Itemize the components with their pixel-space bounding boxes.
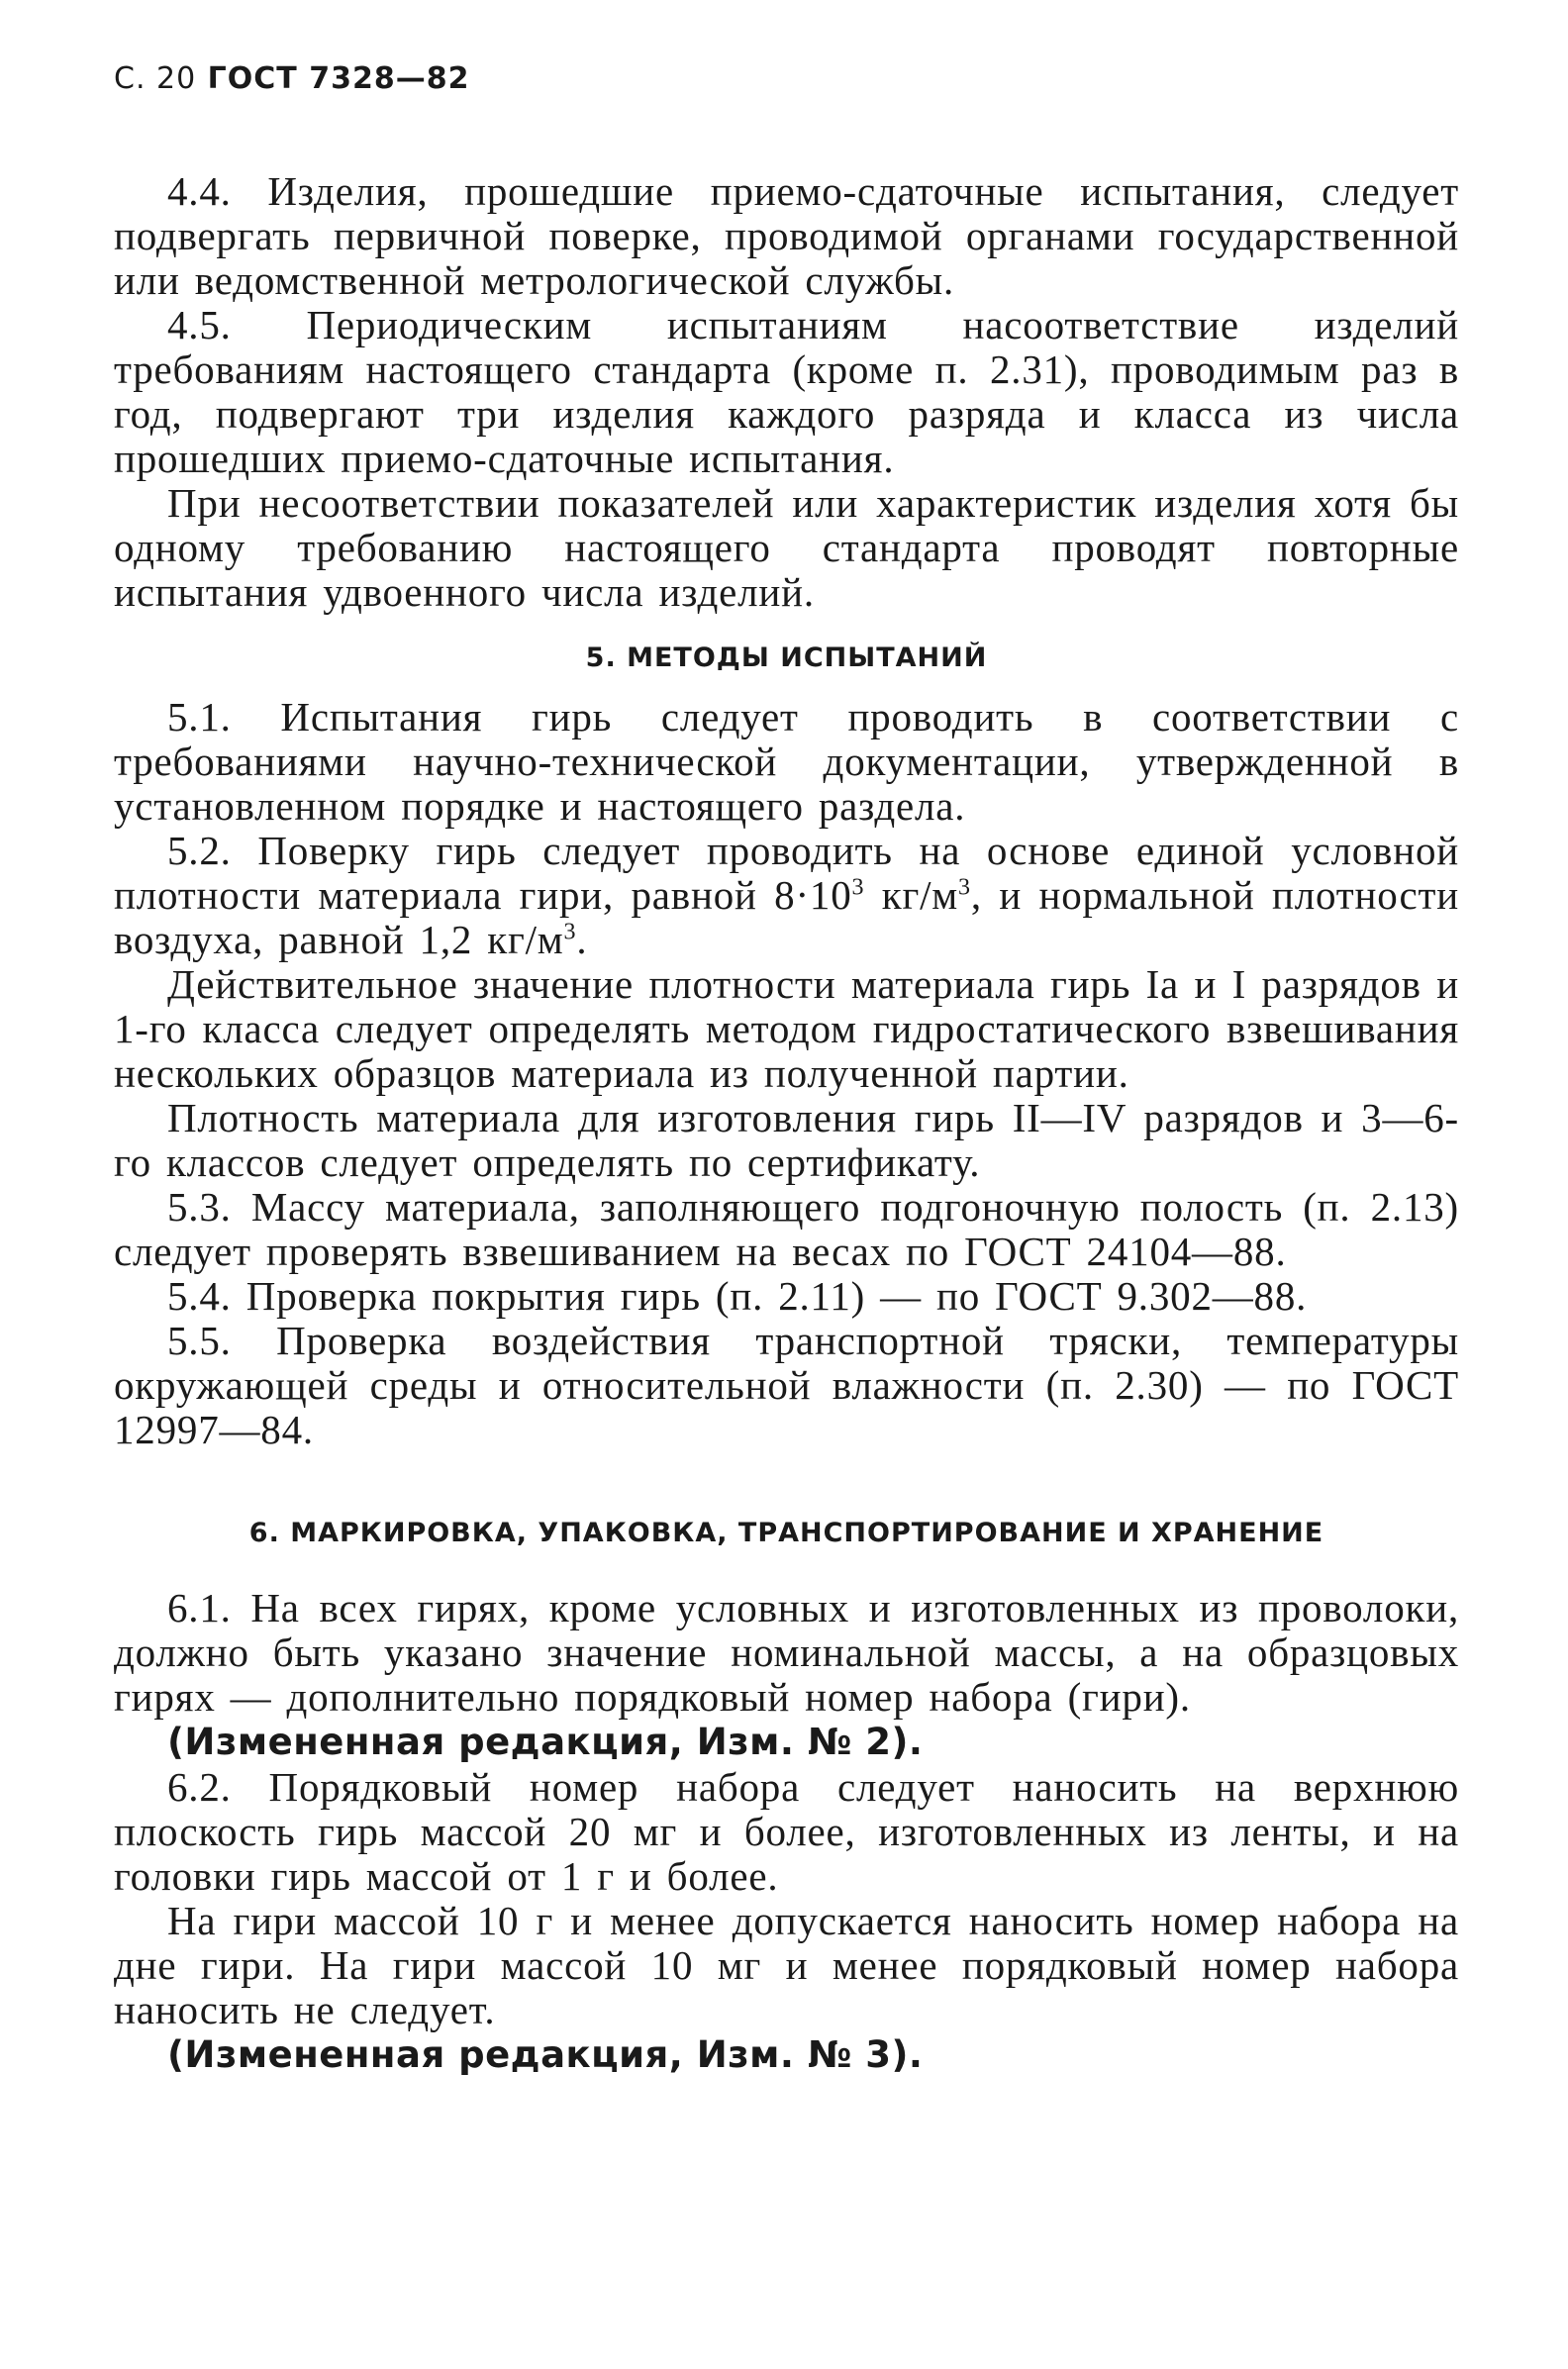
- paragraph-5-5: 5.5. Проверка воздействия транспортной тряски, температуры окружающей среды и относительной влажности (п. 2.30) — по ГОСТ 12997—84.: [114, 1318, 1459, 1452]
- page-number: С. 20: [114, 61, 197, 96]
- superscript-3: 3: [563, 919, 577, 945]
- paragraph-4-5-continued: При несоответствии показателей или характеристик изделия хотя бы одному требованию настоящего стандарта проводят повторные испытания удвоенного числа изделий.: [114, 480, 1459, 615]
- amendment-note-3: (Измененная редакция, Изм. № 3).: [167, 2033, 924, 2076]
- paragraph-5-3: 5.3. Массу материала, заполняющего подгоночную полость (п. 2.13) следует проверять взвешиванием на весах по ГОСТ 24104—88.: [114, 1184, 1459, 1274]
- superscript-2: 3: [958, 874, 971, 901]
- paragraph-5-2-part-b: кг/м: [864, 872, 959, 918]
- paragraph-5-4: 5.4. Проверка покрытия гирь (п. 2.11) — по ГОСТ 9.302—88.: [167, 1273, 1308, 1319]
- paragraph-4-4: 4.4. Изделия, прошедшие приемо-сдаточные испытания, следует подвергать первичной поверке, проводимой органами государственной или ведомственной метрологической службы.: [114, 168, 1459, 303]
- document-code: ГОСТ 7328—82: [207, 61, 470, 96]
- paragraph-5-2: [114, 829, 1459, 962]
- paragraph-6-2: 6.2. Порядковый номер набора следует наносить на верхнюю плоскость гирь массой 20 мг и более, изготовленных из ленты, и на головки гирь массой от 1 г и более.: [114, 1764, 1459, 1899]
- page-header: [114, 61, 1459, 96]
- paragraph-5-2-part-a: 5.2. Поверку гирь следует проводить на основе единой условной плотности материала гири, равной 8·10: [114, 828, 1459, 918]
- paragraph-6-1: 6.1. На всех гирях, кроме условных и изготовленных из проволоки, должно быть указано значение номинальной массы, а на образцовых гирях — дополнительно порядковый номер набора (гири).: [114, 1585, 1459, 1720]
- paragraph-5-2-density: Действительное значение плотности материала гирь Iа и I разрядов и 1-го класса следует определять методом гидростатического взвешивания нескольких образцов материала из полученной партии.: [114, 961, 1459, 1096]
- paragraph-4-5: 4.5. Периодическим испытаниям насоответствие изделий требованиям настоящего стандарта (кроме п. 2.31), проводимым раз в год, подвергают три изделия каждого разряда и класса из числа прошедших приемо-сдаточные испытания.: [114, 302, 1459, 481]
- paragraph-6-2-continued: На гири массой 10 г и менее допускается наносить номер набора на дне гири. На гири массой 10 мг и менее порядковый номер набора наносить не следует.: [114, 1898, 1459, 2032]
- section-5-title: 5. МЕТОДЫ ИСПЫТАНИЙ: [585, 642, 988, 673]
- paragraph-5-2-part-c: , и нормальной плотности воздуха, равной 1,2 кг/м: [114, 872, 1459, 962]
- paragraph-5-2-part-d: .: [576, 917, 588, 962]
- section-6-title: 6. МАРКИРОВКА, УПАКОВКА, ТРАНСПОРТИРОВАНИЕ И ХРАНЕНИЕ: [248, 1518, 1324, 1548]
- paragraph-5-2-certificate: Плотность материала для изготовления гирь II—IV разрядов и 3—6-го классов следует определять по сертификату.: [114, 1095, 1459, 1185]
- superscript-1: 3: [851, 874, 865, 901]
- amendment-note-2: (Измененная редакция, Изм. № 2).: [167, 1721, 924, 1763]
- paragraph-5-1: 5.1. Испытания гирь следует проводить в соответствии с требованиями научно-технической документации, утвержденной в установленном порядке и настоящего раздела.: [114, 694, 1459, 829]
